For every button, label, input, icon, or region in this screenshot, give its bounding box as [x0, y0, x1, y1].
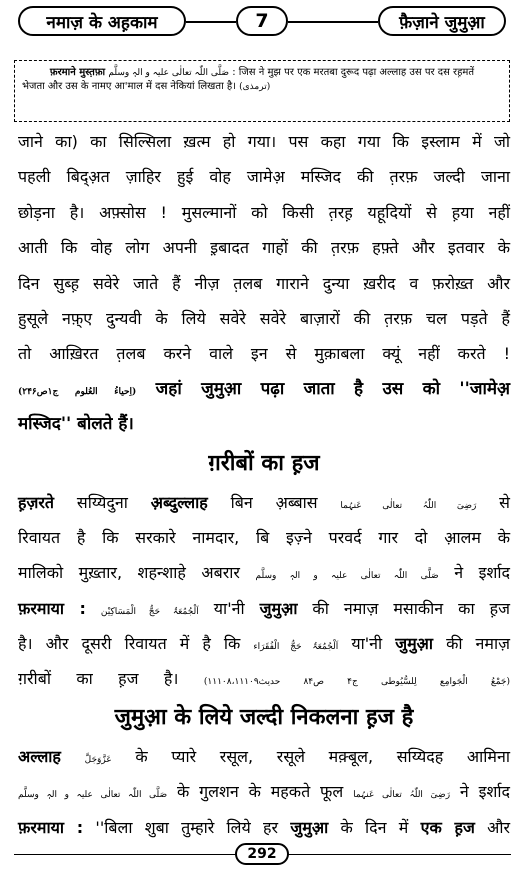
body-line: पहली बिद्अ़त ज़ाहिर हुई वोह जामेअ़ मस्जिद की त़रफ़ जल्दी जाना [18, 167, 510, 187]
hadith-line-1 [22, 66, 502, 80]
text-fragment: है। और दूसरी रिवायत में है कि [18, 634, 241, 654]
body-line [18, 372, 510, 407]
text-fragment: के प्यारे रसूल, रसूले मक़्बूल, सय्यिदह आमिना [135, 746, 510, 766]
body-line [18, 739, 510, 774]
body-line: दिन सुब्ह़ सवेरे जाते हैं नीज़ त़लब गाराने दुन्या ख़रीद व फ़रोख़्त और [18, 273, 510, 293]
ek-hajj-bold: एक ह़ज [420, 817, 475, 837]
body-line: रिवायत है कि सरकारे नामदार, बि इज़्ने परवर्द गार दो आ़लम के [18, 527, 510, 547]
reference-jam-ul-jawami: (جَمْعُ الْجَوامِع لِلسُّیُوطی ج۴ ص۸۴ حدیث۱۱۱۰۸،۱۱۱۰۹) [203, 677, 510, 688]
hadith-text-1: : जिस ने मुझ पर एक मरतबा दुरूद पढ़ा अल्लाह उस पर दस रह़मतें [232, 67, 475, 78]
text-fragment: और [487, 817, 511, 837]
hadith-box [14, 60, 510, 122]
farmaya-label: फ़रमाया : [18, 598, 86, 618]
name-allah: अल्लाह [18, 746, 61, 766]
body-line [18, 626, 510, 661]
header-left-title: नमाज़ के अह़काम [18, 6, 186, 36]
hadith-speaker: फ़रमाने मुस्त़फ़ा [49, 67, 106, 78]
header-rule-left [186, 21, 236, 23]
text-fragment: ने इर्शाद [454, 563, 510, 583]
section-heading: जुमुआ़ के लिये जल्दी निकलना ह़ज है [114, 704, 414, 730]
text-fragment: की नमाज़ [446, 634, 511, 654]
jumua-word: जुमुआ़ [395, 634, 434, 654]
hadith-text-2: भेजता और उस के नामए आ'माल में दस नेकियां लिखता है। [22, 81, 236, 92]
body-line [18, 661, 510, 696]
body-line [18, 555, 510, 590]
text-fragment: ने इर्शाद [459, 782, 510, 802]
body-line [18, 810, 510, 845]
body-line: छोड़ना है। अफ़्सोस ! मुसल्मानों को किसी त़रह़ यहूदियों से ह़या नहीं [18, 202, 510, 222]
farmaya-label: फ़रमाया : [18, 817, 84, 837]
body-line: तो आख़िरत त़लब करने वाले इन से मुक़ाबला क्यूं नहीं करते ! [18, 344, 510, 364]
text-fragment: सय्यिदुना [76, 492, 128, 512]
body-line: जाने का) का सिल्सिला ख़त्म हो गया। पस कहा गया कि इस्लाम में जो [18, 132, 510, 151]
text-fragment: ग़रीबों का ह़ज है। [18, 669, 179, 689]
body-line: आती कि वोह लोग अपनी इ़बादत गाहों की त़रफ़ हफ़्ते और इतवार के [18, 238, 510, 258]
header-rule-right [288, 21, 378, 23]
radiyallah-arabic: رَضِیَ اللّٰہُ تعالٰی عَنہُما [340, 500, 477, 511]
text-fragment: की नमाज़ मसाकीन का ह़ज [312, 598, 510, 618]
body-line: हुसूले नफ़्ए दुन्यवी के लिये सवेरे सवेरे बाज़ारों की त़रफ़ चल पड़ते हैं [18, 308, 510, 328]
text-fragment: के दिन में [340, 817, 409, 837]
text-fragment: या'नी [351, 634, 383, 654]
salawat-arabic: صَلَّی اللّٰہ تعالٰی علیہ و الہٖ وسلَّم [18, 790, 168, 801]
body-line: मस्जिद'' बोलते हैं। [18, 414, 134, 435]
section-heading: ग़रीबों का ह़ज [208, 450, 320, 476]
text-fragment: बिन अ़ब्बास [230, 492, 318, 512]
text-fragment: या'नी [213, 598, 245, 618]
azza-wajal-arabic: عَزَّوَجَلَّ [84, 754, 112, 765]
bold-statement-1: जहां जुमुआ़ पढ़ा जाता है उस को ''जामेअ़ [155, 378, 511, 399]
page-body [18, 124, 511, 837]
hadith-line-2 [22, 80, 502, 94]
name-abdullah: अ़ब्दुल्लाह [150, 492, 208, 512]
jumua-word: जुमुआ़ [290, 817, 329, 837]
reference-ihya: (اِحیاءُ العُلوم ج۱ص۲۴۶) [18, 386, 137, 397]
header-page-marker: 7 [236, 6, 288, 36]
jumua-word: जुमुआ़ [259, 598, 298, 618]
body-line [18, 774, 510, 809]
page-number: 292 [235, 843, 289, 865]
page-footer [0, 843, 525, 865]
body-line [18, 591, 510, 626]
text-fragment: से [499, 492, 510, 512]
header-right-title: फ़ैज़ाने जुमुआ़ [378, 6, 506, 36]
hadith-reference: (ترمذی) [239, 82, 271, 92]
radiyallah-arabic: رَضِیَ اللّٰہُ تعالٰی عَنہُما [353, 790, 451, 801]
salawat-arabic: صَلَّی اللّٰہ تعالٰی علیہ و الہٖ وسلَّم [108, 68, 230, 78]
text-fragment: के गुलशन के महकते फूल [177, 782, 344, 802]
body-line [18, 485, 510, 520]
salawat-arabic: صَلَّی اللّٰہ تعالٰی علیہ و الہٖ وسلَّم [255, 571, 439, 582]
hadith-arabic: اَلْجُمُعَۃُ حَجُّ الْفُقَرَاء [253, 642, 339, 653]
text-fragment: ''बिला शुबा तुम्हारे लिये हर [95, 817, 279, 837]
name-hazrat: ह़ज़रते [18, 492, 55, 512]
hadith-arabic: اَلْجُمُعَۃُ حَجُّ الْمَسَاکِیْن [100, 606, 199, 617]
text-fragment: मालिको मुख़्तार, शहन्शाहे अबरार [18, 563, 240, 583]
